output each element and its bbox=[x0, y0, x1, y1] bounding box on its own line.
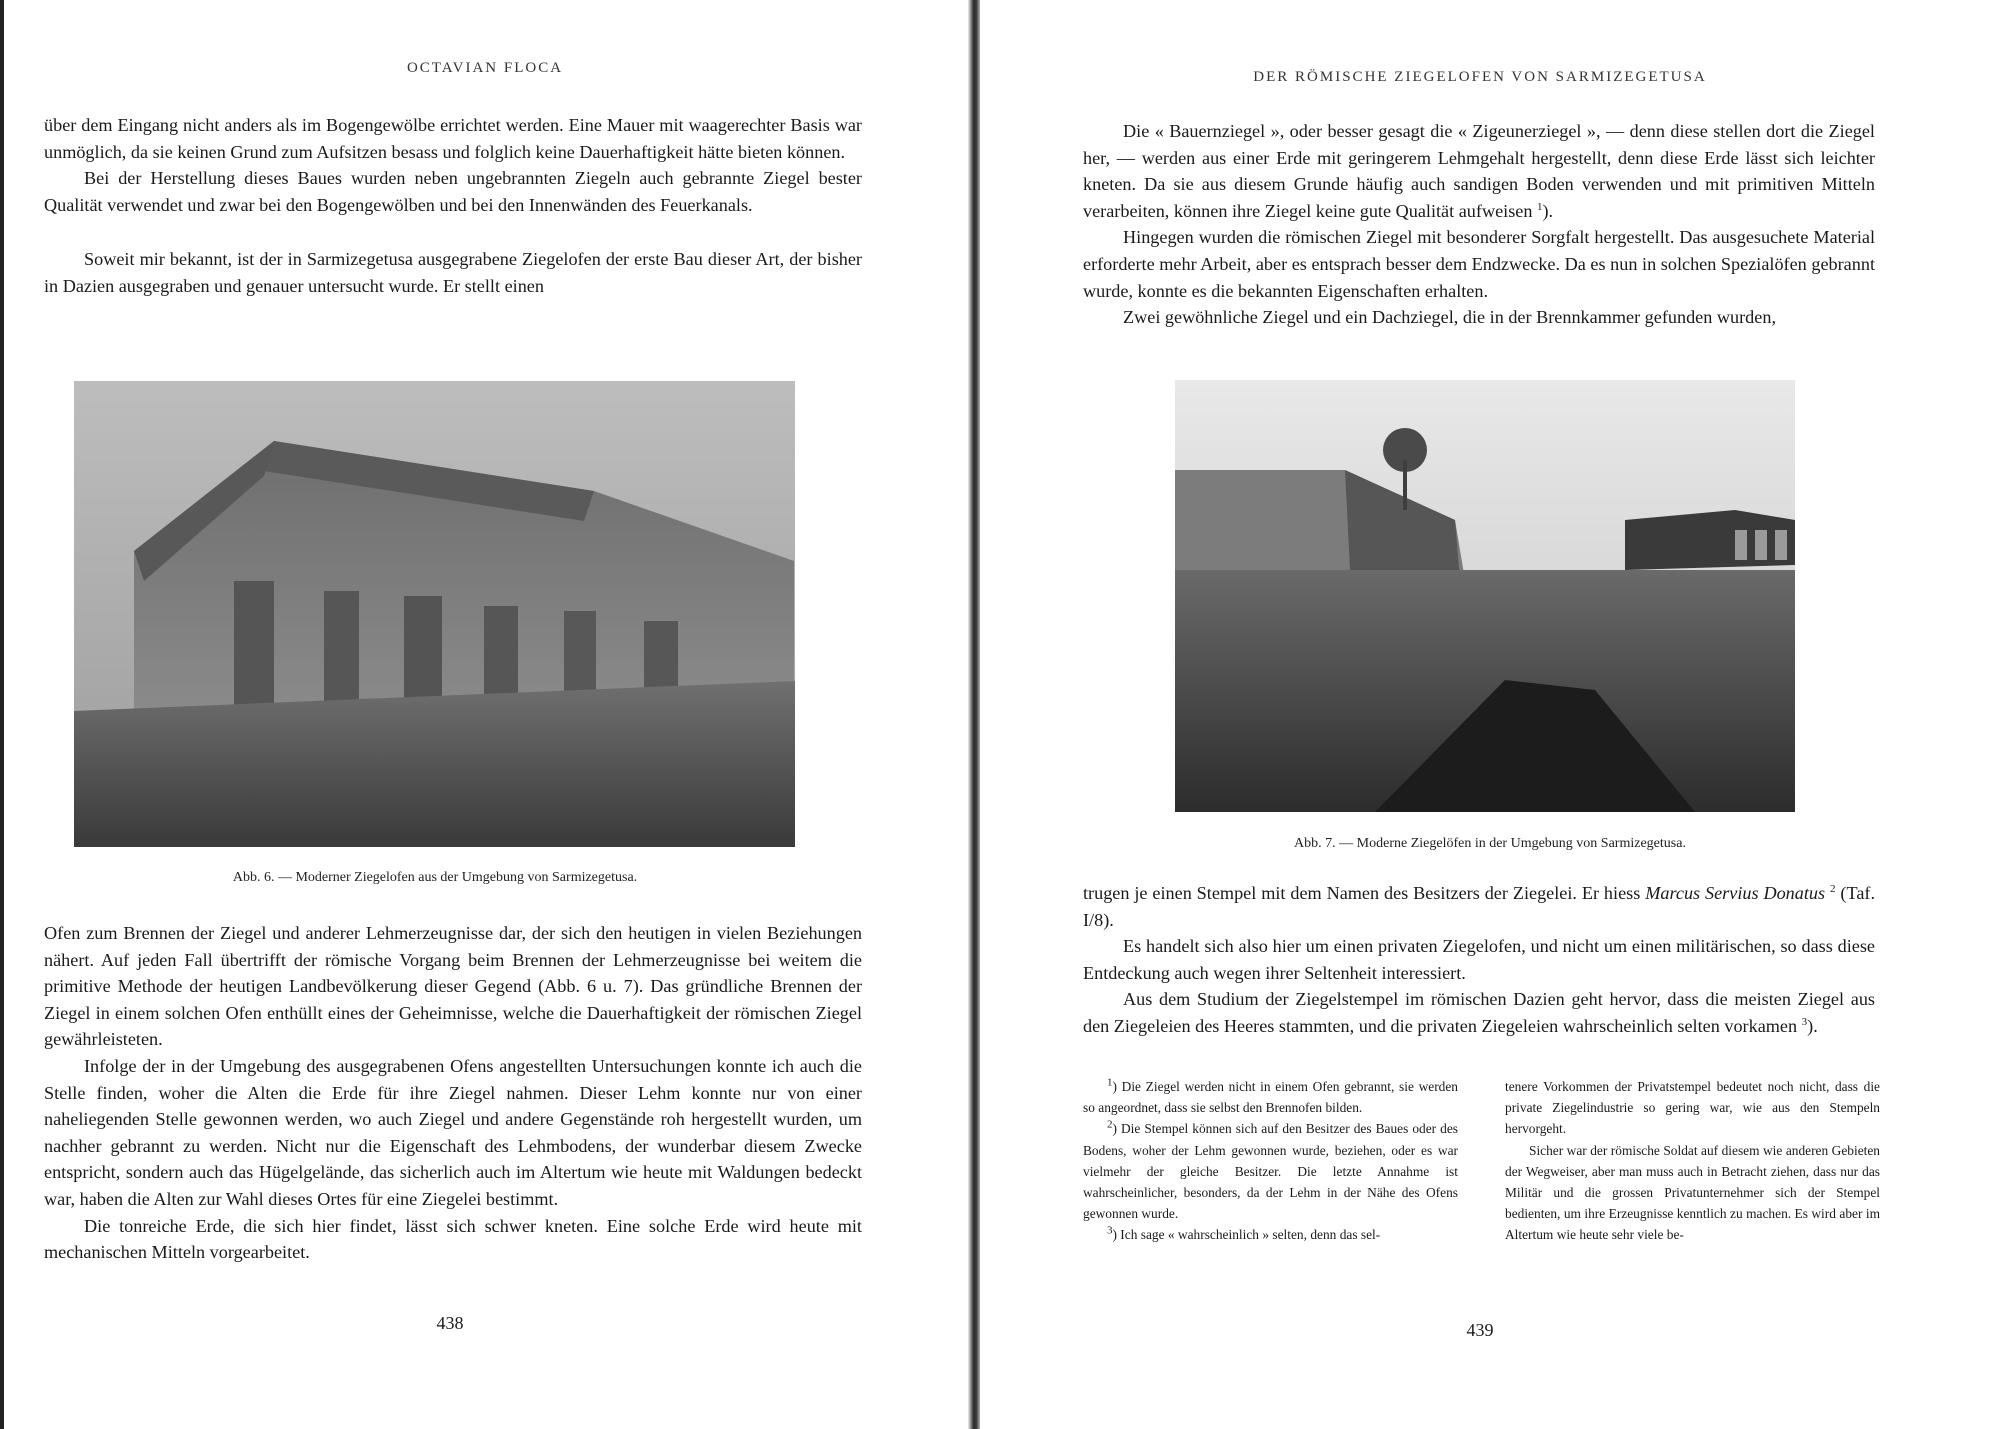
footnote-continuation: tenere Vorkommen der Privatstempel bedeutet noch nicht, dass die private Ziegelindustrie so gering war, wie aus den Stempeln hervorgeht. bbox=[1505, 1079, 1880, 1137]
figure-caption-6: Abb. 6. — Moderner Ziegelofen aus der Umgebung von Sarmizegetusa. bbox=[232, 870, 638, 885]
footnotes-col-right bbox=[1505, 1076, 1880, 1246]
paragraph: Es handelt sich also hier um einen privaten Ziegelofen, und nicht um einen militärischen, so dass diese Entdeckung auch wegen ihrer Seltenheit interessiert. bbox=[1083, 936, 1875, 983]
text-run: Aus dem Studium der Ziegelstempel im römischen Dazien geht hervor, dass die meisten Ziegel aus den Ziegeleien des Heeres stammten, und die privaten Ziegeleien wahrscheinlich selten vorkamen bbox=[1083, 989, 1875, 1036]
footnote-continuation: Sicher war der römische Soldat auf diesem wie anderen Gebieten der Wegweiser, aber man muss auch in Betracht ziehen, dass nur das Militär und die grossen Privatunternehmer sich der Stempel bedienten, um ihre Erzeugnisse kenntlich zu machen. Es wird aber im Altertum wie heute sehr viele be- bbox=[1505, 1142, 1880, 1243]
footnote-ref: 1 bbox=[1537, 200, 1543, 213]
paragraph bbox=[1083, 880, 1875, 933]
footnote-text: ) Die Ziegel werden nicht in einem Ofen gebrannt, sie werden so angeordnet, dass sie selbst den Brennofen bilden. bbox=[1083, 1079, 1458, 1116]
paragraph: über dem Eingang nicht anders als im Bogengewölbe errichtet werden. Eine Mauer mit waagerechter Basis war unmöglich, da sie keinen Grund zum Aufsitzen besass und folglich keine Dauerhaftigkeit hätte bieten können. bbox=[44, 115, 862, 162]
text-run: ). bbox=[1807, 1015, 1818, 1036]
footnote-mark: 3 bbox=[1107, 1224, 1113, 1237]
paragraph: Ofen zum Brennen der Ziegel und anderer Lehmerzeugnisse dar, der sich den heutigen in vielen Beziehungen nähert. Auf jeden Fall übertrifft der römische Vorgang beim Brennen der Lehmerzeugnisse bei weitem die primitive Methode der heutigen Landbevölkerung dieser Gegend (Abb. 6 u. 7). Das gründliche Brennen der Ziegel in einem solchen Ofen enthüllt eines der Geheimnisse, welche die Dauerhaftigkeit der römischen Ziegel gewährleisteten. bbox=[44, 923, 862, 1050]
footnote-ref: 2 bbox=[1830, 882, 1836, 895]
photo-figure-7 bbox=[1175, 380, 1795, 812]
running-head-right: DER RÖMISCHE ZIEGELOFEN VON SARMIZEGETUSA bbox=[1253, 69, 1707, 85]
page-number-right: 439 bbox=[1466, 1320, 1494, 1340]
text-run: Die « Bauernziegel », oder besser gesagt die « Zigeunerziegel », — denn diese stellen dort die Ziegel her, — werden aus einer Erde mit geringerem Lehmgehalt hergestellt, denn diese Erde lässt sich leichter kneten. Da sie aus diesem Grunde häufig auch sandigen Boden verwenden und mit primitiven Mitteln verarbeiten, können ihre Ziegel keine gute Qualität aufweisen bbox=[1083, 121, 1875, 221]
figure-caption-7: Abb. 7. — Moderne Ziegelöfen in der Umgebung von Sarmizegetusa. bbox=[1294, 836, 1686, 851]
paragraph: Hingegen wurden die römischen Ziegel mit besonderer Sorgfalt hergestellt. Das ausgesuchete Material erforderte mehr Arbeit, aber es entsprach besser dem Endzwecke. Da es nun in solchen Spezialöfen gebrannt wurde, konnte es die bekannten Eigenschaften erhalten. bbox=[1083, 227, 1875, 301]
right-text-bottom bbox=[1083, 880, 1875, 1040]
footnote bbox=[1083, 1118, 1458, 1224]
left-text-top bbox=[44, 112, 862, 300]
paragraph: Die tonreiche Erde, die sich hier findet, lässt sich schwer kneten. Eine solche Erde wird heute mit mechanischen Mitteln vorgearbeitet. bbox=[44, 1215, 862, 1263]
footnote bbox=[1083, 1076, 1458, 1118]
footnote-mark: 1 bbox=[1107, 1076, 1113, 1089]
brick-kilns-field-photo bbox=[1175, 380, 1795, 812]
right-text-top bbox=[1083, 118, 1875, 331]
footnotes-col-left bbox=[1083, 1076, 1458, 1246]
paragraph bbox=[1083, 986, 1875, 1039]
running-head-left: OCTAVIAN FLOCA bbox=[406, 60, 564, 76]
page-edge-left bbox=[0, 0, 4, 1429]
left-page bbox=[0, 0, 970, 1429]
photo-figure-6 bbox=[74, 381, 795, 847]
footnote-ref: 3 bbox=[1801, 1015, 1808, 1028]
text-run: (Taf. I/8). bbox=[1083, 883, 1875, 930]
brick-kiln-photo bbox=[74, 381, 795, 847]
text-run: trugen je einen Stempel mit dem Namen des Besitzers der Ziegelei. Er hiess bbox=[1083, 883, 1641, 903]
text-run: ). bbox=[1542, 200, 1554, 221]
paragraph: Zwei gewöhnliche Ziegel und ein Dachziegel, die in der Brennkammer gefunden wurden, bbox=[1123, 307, 1776, 328]
paragraph: Bei der Herstellung dieses Baues wurden neben ungebrannten Ziegeln auch gebrannte Ziegel bester Qualität verwendet und zwar bei den Bogengewölben und bei den Innenwänden des Feuerkanals. bbox=[44, 168, 862, 215]
footnote-mark: 2 bbox=[1107, 1118, 1113, 1131]
footnote-text: ) Ich sage « wahrscheinlich » selten, denn das sel- bbox=[1112, 1227, 1381, 1243]
page-number-left: 438 bbox=[436, 1313, 464, 1333]
paragraph bbox=[1083, 118, 1875, 224]
right-page bbox=[980, 0, 2000, 1429]
paragraph: Soweit mir bekannt, ist der in Sarmizegetusa ausgegrabene Ziegelofen der erste Bau dieser Art, der bisher in Dazien ausgegraben und genauer untersucht wurde. Er stellt einen bbox=[44, 249, 862, 296]
person-name: Marcus Servius Donatus bbox=[1645, 883, 1826, 903]
paragraph: Infolge der in der Umgebung des ausgegrabenen Ofens angestellten Untersuchungen konnte ich auch die Stelle finden, woher die Alten die Erde für ihre Ziegel nahmen. Dieser Lehm konnte nur von einer naheliegenden Stelle gewonnen werden, wo auch Ziegel und andere Gegenstände roh hergestellt wurden, um nachher gebrannt zu werden. Nicht nur die Eigenschaft des Lehmbodens, der wunderbar diesem Zwecke entspricht, sondern auch das Hügelgelände, das sicherlich auch im Altertum wie heute mit Waldungen bedeckt war, haben die Alten zur Wahl dieses Ortes für eine Ziegelei bestimmt. bbox=[44, 1055, 862, 1209]
footnote-text: ) Die Stempel können sich auf den Besitzer des Baues oder des Bodens, woher der Lehm gewonnen wurde, beziehen, oder es war vielmehr der gleiche Besitzer. Die letzte Annahme ist wahrscheinlicher, besonders, da der Lehm in der Nähe des Ofens gewonnen wurde. bbox=[1083, 1121, 1458, 1222]
footnote bbox=[1083, 1224, 1458, 1245]
left-text-bottom bbox=[44, 920, 862, 1266]
